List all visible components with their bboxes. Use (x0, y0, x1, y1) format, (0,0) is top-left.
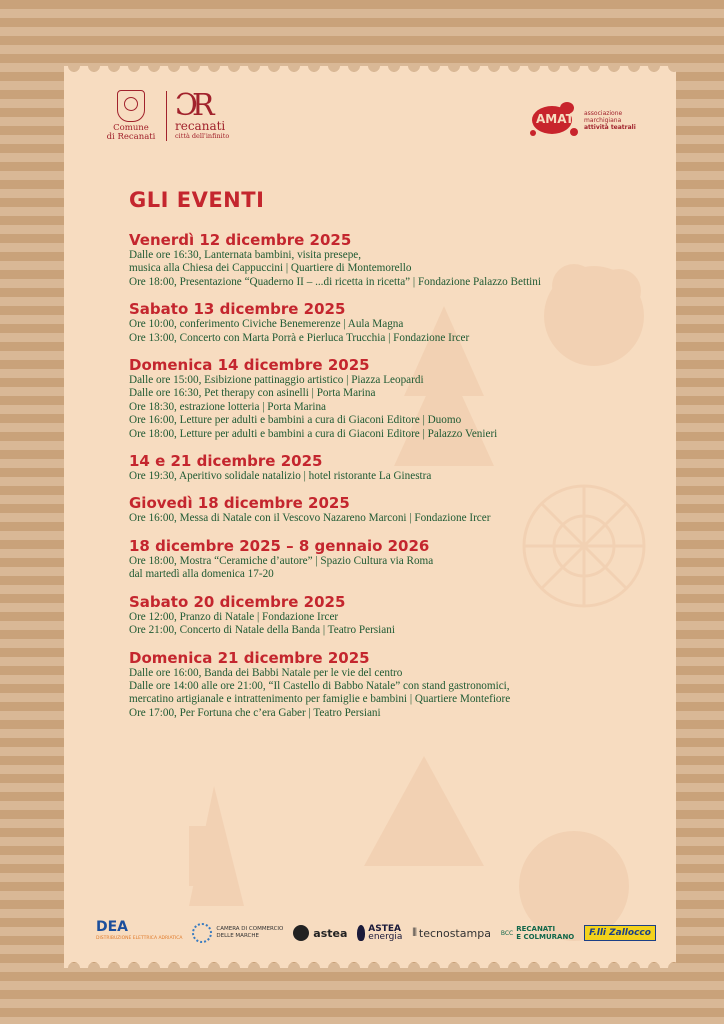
dea-label: DEA (96, 919, 129, 935)
recanati-monogram-icon: ƆR (175, 88, 209, 123)
event-block (129, 649, 629, 721)
comune-line2: di Recanati (106, 132, 156, 142)
bcc-line2: E COLMURANO (516, 933, 575, 941)
astea-icon (293, 925, 309, 941)
paint-splash-icon (530, 100, 582, 140)
event-date: Giovedì 18 dicembre 2025 (129, 494, 350, 513)
event-detail: Ore 12:00, Pranzo di Natale | Fondazione Ircer (129, 610, 339, 623)
tecnostampa-label: tecnostampa (418, 926, 491, 940)
event-block (129, 494, 629, 525)
event-date: Venerdì 12 dicembre 2025 (129, 231, 352, 249)
event-date: Sabato 13 dicembre 2025 (129, 300, 346, 319)
camera-line2: DELLE MARCHE (216, 933, 259, 939)
event-detail: Dalle ore 16:30, Pet therapy con asinelli | Porta Marina (129, 387, 376, 400)
events-list (129, 231, 629, 731)
event-detail: Dalle ore 16:30, Lanternata bambini, visita presepe, (129, 249, 362, 261)
crest-icon (117, 90, 145, 122)
event-date: 18 dicembre 2025 – 8 gennaio 2026 (129, 536, 430, 555)
bcc-prefix: BCC (500, 929, 514, 937)
logo-divider (166, 91, 167, 141)
sponsor-bcc (501, 925, 574, 941)
event-detail: Dalle ore 16:00, Banda dei Babbi Natale per le vie del centro (129, 666, 403, 679)
camera-line1: CAMERA DI COMMERCIO (216, 926, 284, 932)
event-detail: Ore 19:30, Aperitivo solidale natalizio | hotel ristorante La Ginestra (129, 470, 432, 483)
event-block (129, 537, 629, 582)
sponsors-bar (96, 918, 656, 948)
event-detail: musica alla Chiesa dei Cappuccini | Quartiere di Montemorello (129, 262, 412, 275)
comune-logo (104, 90, 158, 142)
event-detail: Ore 18:00, Letture per adulti e bambini a cura di Giaconi Editore | Palazzo Venieri (129, 427, 498, 440)
dea-subtitle: DISTRIBUZIONE ELETTRICA ADRIATICA (96, 936, 183, 941)
sponsor-camera-commercio (192, 923, 283, 943)
recanati-name: recanati (175, 119, 226, 133)
event-detail: Ore 18:00, Mostra “Ceramiche d’autore” | Spazio Cultura via Roma (129, 554, 434, 567)
bcc-line1: RECANATI (516, 925, 556, 933)
event-block (129, 300, 629, 345)
sponsor-astea (293, 925, 347, 941)
amat-line1: associazione (584, 109, 623, 117)
amat-logo (530, 100, 636, 140)
sponsor-astea-energia (357, 925, 402, 941)
event-block (129, 356, 629, 441)
event-detail: mercatino artigianale e intrattenimento per famiglie e bambini | Quartiere Montefiore (129, 693, 511, 706)
zallocco-label: F.lli Zallocco (584, 925, 656, 941)
event-detail: Ore 13:00, Concerto con Marta Porrà e Pierluca Trucchia | Fondazione Ircer (129, 331, 470, 344)
event-detail: Ore 21:00, Concerto di Natale della Banda | Teatro Persiani (129, 624, 395, 637)
event-detail: Ore 16:00, Messa di Natale con il Vescovo Nazareno Marconi | Fondazione Ircer (129, 512, 491, 525)
event-date: Domenica 14 dicembre 2025 (129, 356, 370, 375)
amat-line3: attività teatrali (584, 123, 636, 131)
event-date: 14 e 21 dicembre 2025 (129, 452, 323, 471)
event-detail: dal martedì alla domenica 17-20 (129, 568, 274, 581)
section-title: GLI EVENTI (129, 188, 265, 212)
flame-icon (357, 925, 365, 941)
sponsor-tecnostampa (412, 926, 491, 940)
amat-label: AMAT (536, 112, 574, 126)
event-date: Sabato 20 dicembre 2025 (129, 592, 346, 611)
event-block (129, 231, 629, 289)
recanati-subtitle: città dell'infinito (175, 132, 230, 140)
event-detail: Ore 17:00, Per Fortuna che c’era Gaber | Teatro Persiani (129, 706, 381, 719)
astea-label: astea (313, 926, 348, 940)
sponsor-dea (96, 921, 182, 945)
event-detail: Dalle ore 14:00 alle ore 21:00, “Il Castello di Babbo Natale” con stand gastronomici, (129, 679, 510, 692)
astea-energia-line2: energia (368, 932, 403, 942)
event-block (129, 452, 629, 483)
tecnostampa-icon: ⫴ (412, 926, 417, 939)
event-detail: Ore 10:00, conferimento Civiche Benemerenze | Aula Magna (129, 318, 404, 331)
event-block (129, 593, 629, 638)
event-detail: Ore 18:30, estrazione lotteria | Porta Marina (129, 400, 327, 413)
sponsor-zallocco (584, 925, 656, 941)
amat-line2: marchigiana (584, 116, 622, 124)
recanati-logo (175, 88, 230, 140)
header-logos (104, 86, 229, 146)
snowflake-icon (192, 923, 212, 943)
event-detail: Dalle ore 15:00, Esibizione pattinaggio artistico | Piazza Leopardi (129, 374, 424, 387)
astea-energia-line1: ASTEA (368, 924, 401, 934)
event-date: Domenica 21 dicembre 2025 (129, 648, 370, 667)
event-detail: Ore 18:00, Presentazione “Quaderno II – ...di ricetta in ricetta” | Fondazione Palazzo Bettini (129, 275, 541, 288)
event-detail: Ore 16:00, Letture per adulti e bambini a cura di Giaconi Editore | Duomo (129, 414, 462, 427)
comune-line1: Comune (113, 123, 149, 133)
